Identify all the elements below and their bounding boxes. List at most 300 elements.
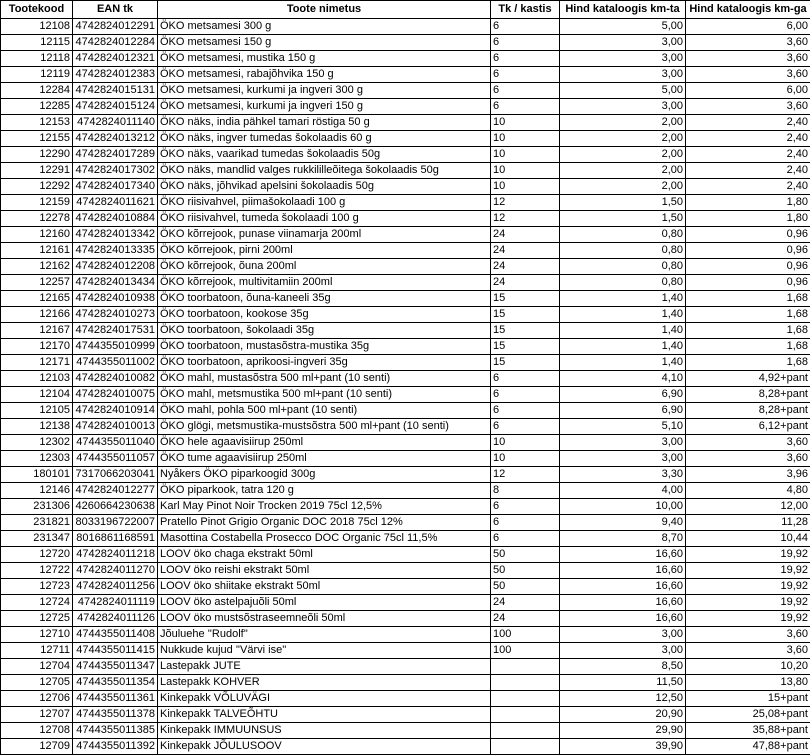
price-incl-vat-cell: 25,08+pant bbox=[686, 707, 810, 723]
ean-cell: 4744355011385 bbox=[73, 723, 158, 739]
ean-cell: 4742824011126 bbox=[73, 611, 158, 627]
units-per-box-cell bbox=[491, 659, 560, 675]
price-excl-vat-cell: 6,90 bbox=[560, 387, 686, 403]
header-price-incl-vat: Hind kataloogis km-ga bbox=[686, 1, 810, 19]
product-name-cell: ÖKO metsamesi, kurkumi ja ingveri 150 g bbox=[158, 99, 491, 115]
product-code-cell: 231347 bbox=[1, 531, 73, 547]
ean-cell: 4742824017302 bbox=[73, 163, 158, 179]
units-per-box-cell: 24 bbox=[491, 275, 560, 291]
price-excl-vat-cell: 3,00 bbox=[560, 643, 686, 659]
price-excl-vat-cell: 3,00 bbox=[560, 627, 686, 643]
units-per-box-cell: 50 bbox=[491, 563, 560, 579]
table-row bbox=[1, 451, 810, 467]
product-name-cell: ÖKO hele agaavisiirup 250ml bbox=[158, 435, 491, 451]
units-per-box-cell: 8 bbox=[491, 483, 560, 499]
price-excl-vat-cell: 5,10 bbox=[560, 419, 686, 435]
table-row bbox=[1, 51, 810, 67]
product-code-cell: 12104 bbox=[1, 387, 73, 403]
price-excl-vat-cell: 0,80 bbox=[560, 259, 686, 275]
ean-cell: 4742824010082 bbox=[73, 371, 158, 387]
price-incl-vat-cell: 11,28 bbox=[686, 515, 810, 531]
price-excl-vat-cell: 16,60 bbox=[560, 611, 686, 627]
units-per-box-cell: 10 bbox=[491, 147, 560, 163]
ean-cell: 4742824012284 bbox=[73, 35, 158, 51]
units-per-box-cell: 15 bbox=[491, 307, 560, 323]
price-incl-vat-cell: 10,44 bbox=[686, 531, 810, 547]
price-excl-vat-cell: 12,50 bbox=[560, 691, 686, 707]
units-per-box-cell: 6 bbox=[491, 531, 560, 547]
price-incl-vat-cell: 6,12+pant bbox=[686, 419, 810, 435]
product-name-cell: ÖKO piparkook, tatra 120 g bbox=[158, 483, 491, 499]
ean-cell: 4744355011361 bbox=[73, 691, 158, 707]
product-name-cell: Kinkepakk JÕULUSOOV bbox=[158, 739, 491, 755]
header-price-excl-vat: Hind kataloogis km-ta bbox=[560, 1, 686, 19]
product-code-cell: 12119 bbox=[1, 67, 73, 83]
product-name-cell: LOOV öko shiitake ekstrakt 50ml bbox=[158, 579, 491, 595]
product-name-cell: ÖKO mahl, pohla 500 ml+pant (10 senti) bbox=[158, 403, 491, 419]
units-per-box-cell: 50 bbox=[491, 579, 560, 595]
price-excl-vat-cell: 5,00 bbox=[560, 83, 686, 99]
product-name-cell: ÖKO kõrrejook, pirni 200ml bbox=[158, 243, 491, 259]
table-row bbox=[1, 691, 810, 707]
product-name-cell: ÖKO kõrrejook, multivitamiin 200ml bbox=[158, 275, 491, 291]
units-per-box-cell: 24 bbox=[491, 611, 560, 627]
price-excl-vat-cell: 16,60 bbox=[560, 563, 686, 579]
ean-cell: 4742824010938 bbox=[73, 291, 158, 307]
price-incl-vat-cell: 3,60 bbox=[686, 643, 810, 659]
product-code-cell: 12171 bbox=[1, 355, 73, 371]
ean-cell: 4742824013335 bbox=[73, 243, 158, 259]
ean-cell: 4742824011621 bbox=[73, 195, 158, 211]
units-per-box-cell: 24 bbox=[491, 595, 560, 611]
price-excl-vat-cell: 4,10 bbox=[560, 371, 686, 387]
ean-cell: 4742824010273 bbox=[73, 307, 158, 323]
product-name-cell: ÖKO kõrrejook, õuna 200ml bbox=[158, 259, 491, 275]
price-excl-vat-cell: 1,40 bbox=[560, 339, 686, 355]
ean-cell: 4744355011040 bbox=[73, 435, 158, 451]
table-row bbox=[1, 307, 810, 323]
product-code-cell: 12159 bbox=[1, 195, 73, 211]
price-excl-vat-cell: 5,00 bbox=[560, 19, 686, 35]
price-excl-vat-cell: 3,00 bbox=[560, 51, 686, 67]
product-name-cell: ÖKO näks, vaarikad tumedas šokolaadis 50g bbox=[158, 147, 491, 163]
ean-cell: 4742824012277 bbox=[73, 483, 158, 499]
ean-cell: 4742824011119 bbox=[73, 595, 158, 611]
ean-cell: 4742824010013 bbox=[73, 419, 158, 435]
table-row bbox=[1, 371, 810, 387]
product-code-cell: 12170 bbox=[1, 339, 73, 355]
product-name-cell: ÖKO metsamesi 150 g bbox=[158, 35, 491, 51]
ean-cell: 4742824011140 bbox=[73, 115, 158, 131]
units-per-box-cell: 10 bbox=[491, 435, 560, 451]
table-row bbox=[1, 467, 810, 483]
table-row bbox=[1, 419, 810, 435]
product-code-cell: 231821 bbox=[1, 515, 73, 531]
product-name-cell: Nukkude kujud ''Värvi ise'' bbox=[158, 643, 491, 659]
table-row bbox=[1, 19, 810, 35]
ean-cell: 4744355011347 bbox=[73, 659, 158, 675]
product-name-cell: Kinkepakk TALVEÕHTU bbox=[158, 707, 491, 723]
ean-cell: 4744355011002 bbox=[73, 355, 158, 371]
product-code-cell: 12118 bbox=[1, 51, 73, 67]
price-incl-vat-cell: 1,80 bbox=[686, 211, 810, 227]
price-incl-vat-cell: 19,92 bbox=[686, 547, 810, 563]
table-row bbox=[1, 99, 810, 115]
units-per-box-cell: 6 bbox=[491, 99, 560, 115]
product-name-cell: Masottina Costabella Prosecco DOC Organic 75cl 11,5% bbox=[158, 531, 491, 547]
product-code-cell: 12290 bbox=[1, 147, 73, 163]
price-incl-vat-cell: 4,92+pant bbox=[686, 371, 810, 387]
ean-cell: 8033196722007 bbox=[73, 515, 158, 531]
units-per-box-cell: 10 bbox=[491, 163, 560, 179]
price-incl-vat-cell: 0,96 bbox=[686, 259, 810, 275]
price-incl-vat-cell: 19,92 bbox=[686, 563, 810, 579]
price-incl-vat-cell: 3,96 bbox=[686, 467, 810, 483]
table-row bbox=[1, 435, 810, 451]
price-excl-vat-cell: 1,40 bbox=[560, 291, 686, 307]
price-excl-vat-cell: 0,80 bbox=[560, 243, 686, 259]
price-excl-vat-cell: 2,00 bbox=[560, 147, 686, 163]
table-row bbox=[1, 131, 810, 147]
header-product-name: Toote nimetus bbox=[158, 1, 491, 19]
table-row bbox=[1, 275, 810, 291]
price-incl-vat-cell: 12,00 bbox=[686, 499, 810, 515]
price-excl-vat-cell: 11,50 bbox=[560, 675, 686, 691]
ean-cell: 8016861168591 bbox=[73, 531, 158, 547]
price-incl-vat-cell: 1,68 bbox=[686, 323, 810, 339]
header-ean: EAN tk bbox=[73, 1, 158, 19]
price-excl-vat-cell: 9,40 bbox=[560, 515, 686, 531]
product-name-cell: ÖKO näks, jõhvikad apelsini šokolaadis 50g bbox=[158, 179, 491, 195]
product-code-cell: 12705 bbox=[1, 675, 73, 691]
product-name-cell: ÖKO toorbatoon, kookose 35g bbox=[158, 307, 491, 323]
product-name-cell: ÖKO metsamesi, rabajõhvika 150 g bbox=[158, 67, 491, 83]
product-code-cell: 12162 bbox=[1, 259, 73, 275]
product-code-cell: 12161 bbox=[1, 243, 73, 259]
product-name-cell: LOOV öko reishi ekstrakt 50ml bbox=[158, 563, 491, 579]
units-per-box-cell: 6 bbox=[491, 419, 560, 435]
price-incl-vat-cell: 2,40 bbox=[686, 179, 810, 195]
table-row bbox=[1, 675, 810, 691]
product-code-cell: 12292 bbox=[1, 179, 73, 195]
product-name-cell: ÖKO näks, india pähkel tamari röstiga 50 g bbox=[158, 115, 491, 131]
ean-cell: 7317066203041 bbox=[73, 467, 158, 483]
units-per-box-cell: 15 bbox=[491, 339, 560, 355]
ean-cell: 4744355011415 bbox=[73, 643, 158, 659]
price-incl-vat-cell: 8,28+pant bbox=[686, 387, 810, 403]
table-row bbox=[1, 195, 810, 211]
units-per-box-cell: 6 bbox=[491, 67, 560, 83]
table-row bbox=[1, 643, 810, 659]
price-incl-vat-cell: 13,80 bbox=[686, 675, 810, 691]
ean-cell: 4742824010914 bbox=[73, 403, 158, 419]
price-incl-vat-cell: 3,60 bbox=[686, 35, 810, 51]
table-row bbox=[1, 739, 810, 755]
product-code-cell: 12706 bbox=[1, 691, 73, 707]
ean-cell: 4742824017289 bbox=[73, 147, 158, 163]
ean-cell: 4742824017340 bbox=[73, 179, 158, 195]
ean-cell: 4742824017531 bbox=[73, 323, 158, 339]
units-per-box-cell: 6 bbox=[491, 515, 560, 531]
product-name-cell: ÖKO metsamesi 300 g bbox=[158, 19, 491, 35]
price-incl-vat-cell: 3,60 bbox=[686, 435, 810, 451]
product-code-cell: 12146 bbox=[1, 483, 73, 499]
units-per-box-cell bbox=[491, 707, 560, 723]
units-per-box-cell: 12 bbox=[491, 211, 560, 227]
table-row bbox=[1, 339, 810, 355]
price-excl-vat-cell: 16,60 bbox=[560, 579, 686, 595]
product-name-cell: ÖKO riisivahvel, piimašokolaadi 100 g bbox=[158, 195, 491, 211]
product-name-cell: LOOV öko chaga ekstrakt 50ml bbox=[158, 547, 491, 563]
product-code-cell: 12704 bbox=[1, 659, 73, 675]
price-excl-vat-cell: 2,00 bbox=[560, 179, 686, 195]
price-incl-vat-cell: 2,40 bbox=[686, 115, 810, 131]
product-code-cell: 12303 bbox=[1, 451, 73, 467]
units-per-box-cell bbox=[491, 723, 560, 739]
price-excl-vat-cell: 39,90 bbox=[560, 739, 686, 755]
product-code-cell: 12722 bbox=[1, 563, 73, 579]
price-incl-vat-cell: 1,68 bbox=[686, 307, 810, 323]
ean-cell: 4744355010999 bbox=[73, 339, 158, 355]
product-code-cell: 12711 bbox=[1, 643, 73, 659]
ean-cell: 4742824012321 bbox=[73, 51, 158, 67]
table-row bbox=[1, 499, 810, 515]
product-code-cell: 12108 bbox=[1, 19, 73, 35]
price-incl-vat-cell: 1,68 bbox=[686, 339, 810, 355]
product-code-cell: 12720 bbox=[1, 547, 73, 563]
product-code-cell: 12153 bbox=[1, 115, 73, 131]
price-incl-vat-cell: 2,40 bbox=[686, 163, 810, 179]
units-per-box-cell: 10 bbox=[491, 451, 560, 467]
table-row bbox=[1, 259, 810, 275]
ean-cell: 4742824013212 bbox=[73, 131, 158, 147]
product-code-cell: 12710 bbox=[1, 627, 73, 643]
price-excl-vat-cell: 20,90 bbox=[560, 707, 686, 723]
header-row bbox=[1, 1, 810, 19]
product-code-cell: 12285 bbox=[1, 99, 73, 115]
ean-cell: 4744355011354 bbox=[73, 675, 158, 691]
product-code-cell: 12707 bbox=[1, 707, 73, 723]
price-incl-vat-cell: 0,96 bbox=[686, 227, 810, 243]
price-incl-vat-cell: 19,92 bbox=[686, 611, 810, 627]
units-per-box-cell: 6 bbox=[491, 83, 560, 99]
units-per-box-cell: 12 bbox=[491, 195, 560, 211]
product-name-cell: ÖKO riisivahvel, tumeda šokolaadi 100 g bbox=[158, 211, 491, 227]
table-row bbox=[1, 659, 810, 675]
price-excl-vat-cell: 1,50 bbox=[560, 195, 686, 211]
product-code-cell: 12257 bbox=[1, 275, 73, 291]
units-per-box-cell: 6 bbox=[491, 371, 560, 387]
table-row bbox=[1, 323, 810, 339]
price-incl-vat-cell: 35,88+pant bbox=[686, 723, 810, 739]
units-per-box-cell: 6 bbox=[491, 51, 560, 67]
price-incl-vat-cell: 2,40 bbox=[686, 131, 810, 147]
units-per-box-cell: 24 bbox=[491, 227, 560, 243]
price-incl-vat-cell: 19,92 bbox=[686, 595, 810, 611]
table-row bbox=[1, 35, 810, 51]
units-per-box-cell: 6 bbox=[491, 387, 560, 403]
price-excl-vat-cell: 16,60 bbox=[560, 595, 686, 611]
units-per-box-cell: 10 bbox=[491, 131, 560, 147]
units-per-box-cell: 6 bbox=[491, 403, 560, 419]
units-per-box-cell: 50 bbox=[491, 547, 560, 563]
price-incl-vat-cell: 10,20 bbox=[686, 659, 810, 675]
table-row bbox=[1, 403, 810, 419]
units-per-box-cell: 24 bbox=[491, 259, 560, 275]
ean-cell: 4744355011408 bbox=[73, 627, 158, 643]
table-row bbox=[1, 227, 810, 243]
table-row bbox=[1, 243, 810, 259]
units-per-box-cell: 6 bbox=[491, 35, 560, 51]
table-row bbox=[1, 627, 810, 643]
table-row bbox=[1, 579, 810, 595]
units-per-box-cell: 15 bbox=[491, 323, 560, 339]
price-excl-vat-cell: 1,40 bbox=[560, 355, 686, 371]
price-excl-vat-cell: 3,30 bbox=[560, 467, 686, 483]
price-excl-vat-cell: 0,80 bbox=[560, 275, 686, 291]
table-row bbox=[1, 83, 810, 99]
price-excl-vat-cell: 8,70 bbox=[560, 531, 686, 547]
product-code-cell: 12723 bbox=[1, 579, 73, 595]
product-code-cell: 12167 bbox=[1, 323, 73, 339]
price-incl-vat-cell: 1,80 bbox=[686, 195, 810, 211]
product-name-cell: ÖKO metsamesi, mustika 150 g bbox=[158, 51, 491, 67]
units-per-box-cell: 12 bbox=[491, 467, 560, 483]
product-name-cell: Nyåkers ÖKO piparkoogid 300g bbox=[158, 467, 491, 483]
units-per-box-cell: 6 bbox=[491, 499, 560, 515]
price-excl-vat-cell: 3,00 bbox=[560, 99, 686, 115]
table-row bbox=[1, 595, 810, 611]
price-incl-vat-cell: 47,88+pant bbox=[686, 739, 810, 755]
price-incl-vat-cell: 6,00 bbox=[686, 83, 810, 99]
table-row bbox=[1, 723, 810, 739]
units-per-box-cell bbox=[491, 675, 560, 691]
price-excl-vat-cell: 29,90 bbox=[560, 723, 686, 739]
units-per-box-cell: 24 bbox=[491, 243, 560, 259]
product-code-cell: 12155 bbox=[1, 131, 73, 147]
table-row bbox=[1, 67, 810, 83]
table-row bbox=[1, 115, 810, 131]
product-code-cell: 12284 bbox=[1, 83, 73, 99]
table-row bbox=[1, 707, 810, 723]
price-incl-vat-cell: 6,00 bbox=[686, 19, 810, 35]
product-name-cell: Lastepakk KOHVER bbox=[158, 675, 491, 691]
product-code-cell: 12103 bbox=[1, 371, 73, 387]
product-code-cell: 12709 bbox=[1, 739, 73, 755]
product-code-cell: 231306 bbox=[1, 499, 73, 515]
product-code-cell: 12115 bbox=[1, 35, 73, 51]
price-excl-vat-cell: 1,50 bbox=[560, 211, 686, 227]
ean-cell: 4742824013434 bbox=[73, 275, 158, 291]
table-row bbox=[1, 179, 810, 195]
ean-cell: 4744355011378 bbox=[73, 707, 158, 723]
price-incl-vat-cell: 3,60 bbox=[686, 51, 810, 67]
price-excl-vat-cell: 1,40 bbox=[560, 323, 686, 339]
product-name-cell: Jõuluehe ''Rudolf'' bbox=[158, 627, 491, 643]
product-name-cell: Kinkepakk VÕLUVÄGI bbox=[158, 691, 491, 707]
price-incl-vat-cell: 8,28+pant bbox=[686, 403, 810, 419]
price-incl-vat-cell: 3,60 bbox=[686, 627, 810, 643]
ean-cell: 4742824015124 bbox=[73, 99, 158, 115]
units-per-box-cell: 10 bbox=[491, 179, 560, 195]
product-code-cell: 12138 bbox=[1, 419, 73, 435]
ean-cell: 4742824011270 bbox=[73, 563, 158, 579]
units-per-box-cell: 15 bbox=[491, 355, 560, 371]
table-row bbox=[1, 147, 810, 163]
price-incl-vat-cell: 0,96 bbox=[686, 275, 810, 291]
table-row bbox=[1, 211, 810, 227]
product-code-cell: 12708 bbox=[1, 723, 73, 739]
product-code-cell: 12165 bbox=[1, 291, 73, 307]
price-excl-vat-cell: 6,90 bbox=[560, 403, 686, 419]
price-excl-vat-cell: 3,00 bbox=[560, 451, 686, 467]
product-code-cell: 12160 bbox=[1, 227, 73, 243]
product-code-cell: 12302 bbox=[1, 435, 73, 451]
product-name-cell: ÖKO metsamesi, kurkumi ja ingveri 300 g bbox=[158, 83, 491, 99]
table-row bbox=[1, 483, 810, 499]
ean-cell: 4742824012383 bbox=[73, 67, 158, 83]
ean-cell: 4742824011218 bbox=[73, 547, 158, 563]
product-name-cell: LOOV öko mustsõstraseemneõli 50ml bbox=[158, 611, 491, 627]
ean-cell: 4744355011057 bbox=[73, 451, 158, 467]
units-per-box-cell: 10 bbox=[491, 115, 560, 131]
price-incl-vat-cell: 1,68 bbox=[686, 291, 810, 307]
table-row bbox=[1, 387, 810, 403]
price-incl-vat-cell: 1,68 bbox=[686, 355, 810, 371]
units-per-box-cell: 6 bbox=[491, 19, 560, 35]
product-code-cell: 12724 bbox=[1, 595, 73, 611]
product-name-cell: ÖKO toorbatoon, aprikoosi-ingveri 35g bbox=[158, 355, 491, 371]
table-row bbox=[1, 355, 810, 371]
units-per-box-cell bbox=[491, 739, 560, 755]
product-name-cell: ÖKO mahl, metsmustika 500 ml+pant (10 senti) bbox=[158, 387, 491, 403]
product-name-cell: Kinkepakk IMMUUNSUS bbox=[158, 723, 491, 739]
table-row bbox=[1, 515, 810, 531]
price-excl-vat-cell: 2,00 bbox=[560, 131, 686, 147]
ean-cell: 4742824012291 bbox=[73, 19, 158, 35]
ean-cell: 4742824012208 bbox=[73, 259, 158, 275]
price-excl-vat-cell: 16,60 bbox=[560, 547, 686, 563]
product-name-cell: ÖKO kõrrejook, punase viinamarja 200ml bbox=[158, 227, 491, 243]
table-row bbox=[1, 291, 810, 307]
price-excl-vat-cell: 3,00 bbox=[560, 67, 686, 83]
ean-cell: 4742824011256 bbox=[73, 579, 158, 595]
price-excl-vat-cell: 4,00 bbox=[560, 483, 686, 499]
product-code-cell: 180101 bbox=[1, 467, 73, 483]
price-incl-vat-cell: 2,40 bbox=[686, 147, 810, 163]
units-per-box-cell: 100 bbox=[491, 643, 560, 659]
ean-cell: 4742824015131 bbox=[73, 83, 158, 99]
price-incl-vat-cell: 3,60 bbox=[686, 451, 810, 467]
price-excl-vat-cell: 3,00 bbox=[560, 35, 686, 51]
product-code-cell: 12278 bbox=[1, 211, 73, 227]
table-row bbox=[1, 563, 810, 579]
price-excl-vat-cell: 8,50 bbox=[560, 659, 686, 675]
product-name-cell: ÖKO glögi, metsmustika-mustsõstra 500 ml+pant (10 senti) bbox=[158, 419, 491, 435]
price-excl-vat-cell: 3,00 bbox=[560, 435, 686, 451]
product-name-cell: Karl May Pinot Noir Trocken 2019 75cl 12,5% bbox=[158, 499, 491, 515]
ean-cell: 4744355011392 bbox=[73, 739, 158, 755]
ean-cell: 4742824010075 bbox=[73, 387, 158, 403]
product-code-cell: 12105 bbox=[1, 403, 73, 419]
price-incl-vat-cell: 4,80 bbox=[686, 483, 810, 499]
table-row bbox=[1, 531, 810, 547]
units-per-box-cell: 100 bbox=[491, 627, 560, 643]
price-incl-vat-cell: 19,92 bbox=[686, 579, 810, 595]
product-code-cell: 12725 bbox=[1, 611, 73, 627]
price-incl-vat-cell: 15+pant bbox=[686, 691, 810, 707]
table-row bbox=[1, 163, 810, 179]
